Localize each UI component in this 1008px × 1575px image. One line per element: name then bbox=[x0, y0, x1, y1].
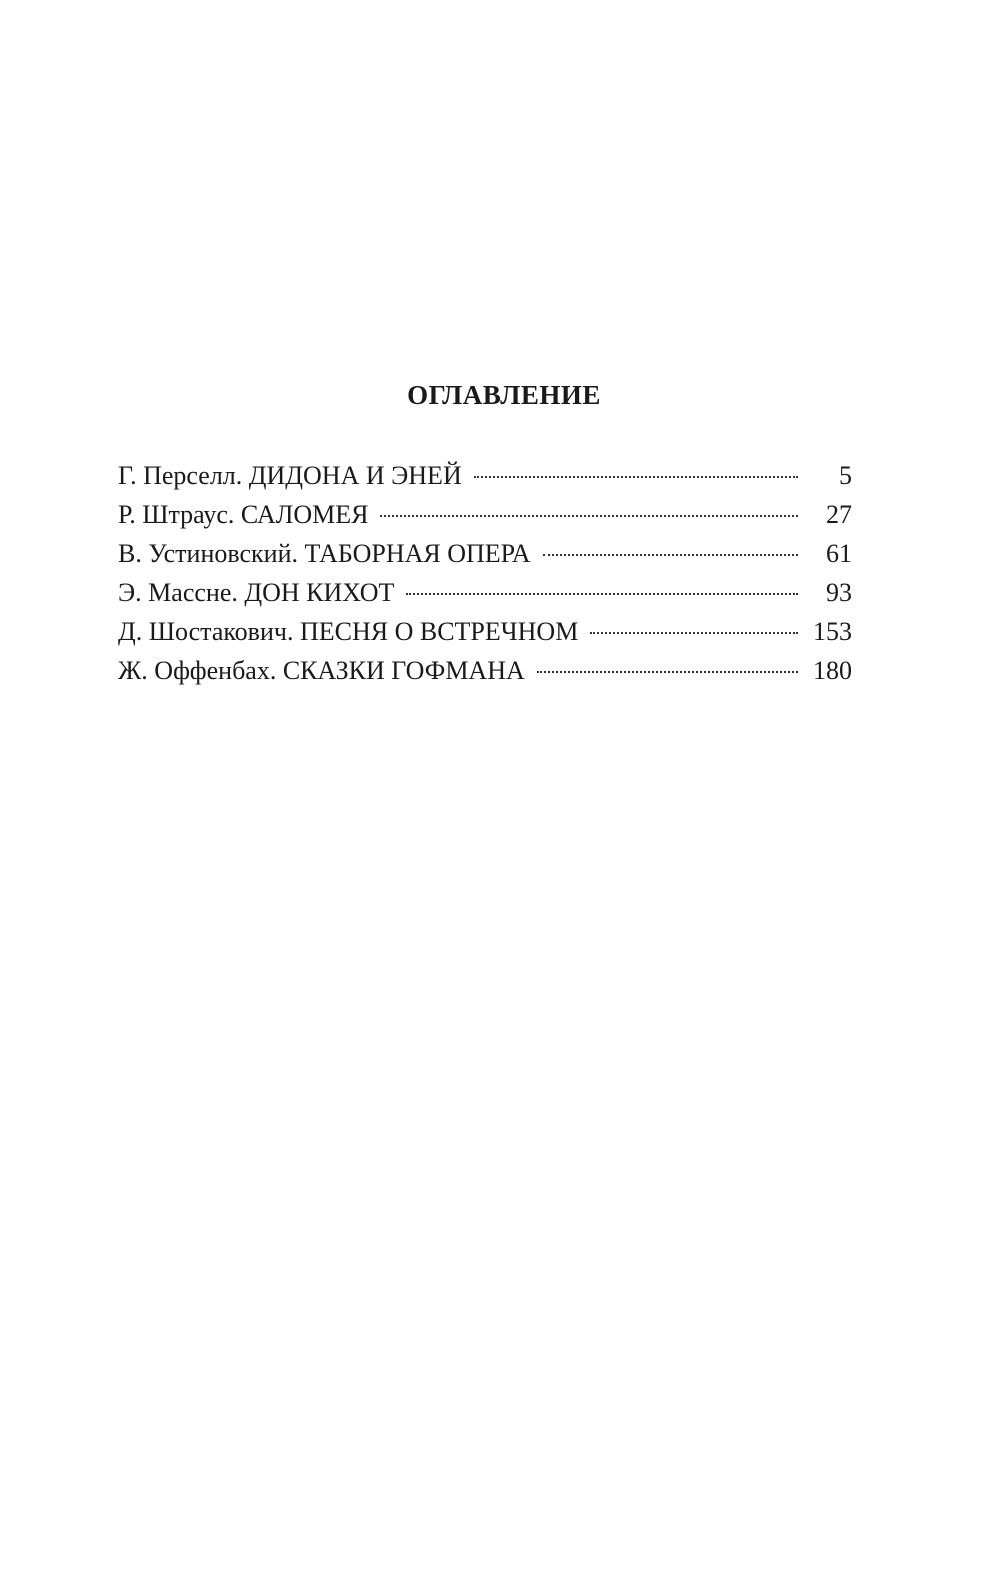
toc-entry-label bbox=[118, 495, 368, 534]
table-of-contents bbox=[118, 456, 852, 690]
toc-entry-label bbox=[118, 456, 462, 495]
dot-leader bbox=[590, 632, 798, 634]
toc-entry-author: Г. Перселл. bbox=[118, 461, 243, 490]
toc-entry-work: ТАБОРНАЯ ОПЕРА bbox=[304, 539, 531, 568]
toc-entry-label bbox=[118, 651, 525, 690]
toc-entry-page: 27 bbox=[826, 500, 852, 529]
toc-title: ОГЛАВЛЕНИЕ bbox=[407, 380, 601, 410]
toc-entry[interactable] bbox=[118, 534, 852, 573]
dot-leader bbox=[406, 593, 798, 595]
toc-entry-author: Р. Штраус. bbox=[118, 500, 235, 529]
toc-entry-work: ДИДОНА И ЭНЕЙ bbox=[248, 461, 462, 490]
toc-entry-author: Д. Шостакович. bbox=[118, 617, 294, 646]
toc-entry-author: Э. Массне. bbox=[118, 578, 238, 607]
dot-leader bbox=[474, 476, 798, 478]
toc-entry-page: 61 bbox=[826, 539, 852, 568]
dot-leader bbox=[380, 515, 798, 517]
toc-entry[interactable] bbox=[118, 456, 852, 495]
toc-entry-author: В. Устиновский. bbox=[118, 539, 298, 568]
toc-entry[interactable] bbox=[118, 612, 852, 651]
toc-entry[interactable] bbox=[118, 573, 852, 612]
dot-leader bbox=[543, 554, 798, 556]
toc-entry-page: 93 bbox=[826, 578, 852, 607]
toc-entry-author: Ж. Оффенбах. bbox=[118, 656, 277, 685]
toc-entry-work: СКАЗКИ ГОФМАНА bbox=[282, 656, 525, 685]
toc-entry-page: 153 bbox=[813, 617, 852, 646]
toc-entry-work: ДОН КИХОТ bbox=[244, 578, 395, 607]
toc-entry-page: 5 bbox=[839, 461, 852, 490]
toc-entry[interactable] bbox=[118, 651, 852, 690]
toc-entry-work: ПЕСНЯ О ВСТРЕЧНОМ bbox=[299, 617, 579, 646]
toc-entry-work: САЛОМЕЯ bbox=[240, 500, 369, 529]
toc-entry-label bbox=[118, 534, 531, 573]
toc-entry[interactable] bbox=[118, 495, 852, 534]
toc-entry-label bbox=[118, 573, 394, 612]
toc-entry-label bbox=[118, 612, 578, 651]
toc-entry-page: 180 bbox=[813, 656, 852, 685]
dot-leader bbox=[537, 671, 798, 673]
